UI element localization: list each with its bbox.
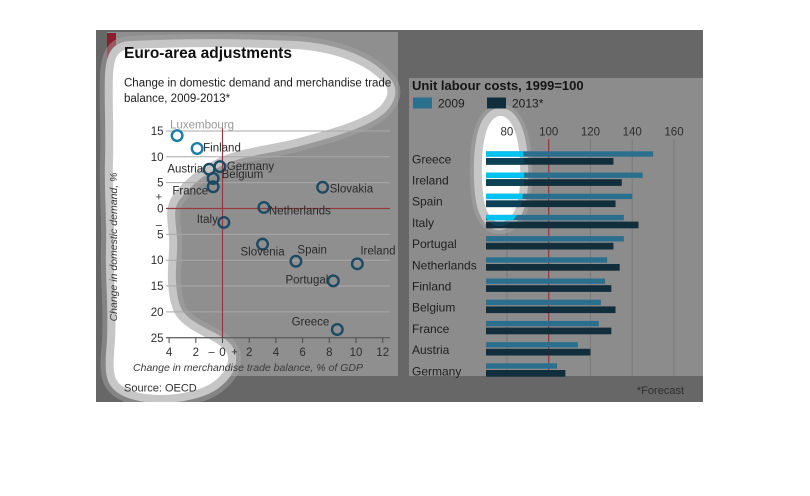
legend-swatch-2009 xyxy=(413,98,432,109)
scatter-y-tick-label--20: 20 xyxy=(150,306,164,319)
scatter-y-axis-label: Change in domestic demand, % xyxy=(108,172,120,322)
source-note: Source: OECD xyxy=(124,382,197,395)
scatter-point-label-slovakia: Slovakia xyxy=(329,183,374,196)
legend-label-2009: 2009 xyxy=(438,96,465,111)
bar-2013-germany xyxy=(486,370,565,377)
scatter-point-label-belgium: Belgium xyxy=(221,169,264,182)
legend-label-2013: 2013* xyxy=(512,96,544,111)
scatter-y-tick-label--5: 5 xyxy=(157,229,164,242)
bar-row-label-belgium: Belgium xyxy=(412,300,456,315)
scatter-point-label-slovenia: Slovenia xyxy=(240,246,285,259)
bar-row-label-france: France xyxy=(412,321,450,336)
bar-row-label-germany: Germany xyxy=(412,364,462,379)
scatter-x-tick-label-8: 8 xyxy=(326,347,333,359)
scatter-x-tick-label-2: 2 xyxy=(245,347,253,359)
bar-2013-austria xyxy=(486,349,590,356)
bar-x-tick-label-120: 120 xyxy=(580,126,601,139)
bar-2009-finland xyxy=(486,279,605,284)
scatter-x-tick-label--2: 2 xyxy=(192,347,200,359)
bar-2009-belgium xyxy=(486,300,601,305)
scatter-y-tick-label-5: 5 xyxy=(157,177,164,190)
scatter-subtitle-line1: Change in domestic demand and merchandise trade xyxy=(124,77,392,90)
bar-row-label-portugal: Portugal xyxy=(412,237,457,252)
forecast-footnote: *Forecast xyxy=(636,385,684,397)
bar-2013-portugal xyxy=(486,243,613,250)
scatter-x-tick-label--4: 4 xyxy=(165,347,173,359)
scatter-y-minus-sign: – xyxy=(155,219,162,232)
scatter-point-label-austria: Austria xyxy=(167,163,204,176)
bar-x-tick-label-80: 80 xyxy=(500,126,514,139)
bar-row-label-greece: Greece xyxy=(412,152,452,167)
scatter-point-label-greece: Greece xyxy=(291,316,330,329)
scatter-point-label-portugal: Portugal xyxy=(285,274,329,287)
euro-area-chart xyxy=(96,30,703,402)
bar-x-tick-label-100: 100 xyxy=(539,126,559,139)
scatter-y-plus-sign: + xyxy=(155,191,162,204)
bar-2009-austria xyxy=(486,342,578,347)
scatter-x-tick-label-12: 12 xyxy=(376,347,390,359)
scatter-y-tick-label--10: 10 xyxy=(150,255,164,268)
bar-x-tick-label-140: 140 xyxy=(622,126,642,139)
bar-2013-france xyxy=(486,328,611,335)
scatter-y-tick-label--15: 15 xyxy=(150,281,164,294)
scatter-y-tick-label-15: 15 xyxy=(150,125,164,138)
scatter-x-axis-label: Change in merchandise trade balance, % of GDP xyxy=(133,362,363,374)
scatter-x-tick-label-4: 4 xyxy=(272,347,280,359)
scatter-x-tick-label-0: 0 xyxy=(219,347,226,359)
scatter-y-tick-label-0: 0 xyxy=(157,203,164,216)
page-title: Euro-area adjustments xyxy=(124,45,292,62)
scatter-x-tick-label-6: 6 xyxy=(299,347,306,359)
scatter-subtitle-line2: balance, 2009-2013* xyxy=(124,93,231,105)
scatter-point-label-netherlands: Netherlands xyxy=(268,205,331,218)
scatter-point-label-france: France xyxy=(172,185,209,198)
scatter-y-tick-label-10: 10 xyxy=(150,151,164,164)
scatter-point-label-finland: Finland xyxy=(203,142,241,155)
bar-2013-finland xyxy=(486,285,611,292)
bar-chart-title: Unit labour costs, 1999=100 xyxy=(412,78,584,93)
scatter-x-plus-sign: + xyxy=(231,346,238,359)
bar-row-label-austria: Austria xyxy=(412,343,450,358)
scatter-point-label-luxembourg: Luxembourg xyxy=(170,119,235,132)
scatter-x-tick-label-10: 10 xyxy=(349,347,363,359)
bar-2009-netherlands xyxy=(486,257,607,262)
bar-2009-france xyxy=(486,321,599,326)
legend-swatch-2013 xyxy=(487,98,506,109)
scatter-point-label-italy: Italy xyxy=(196,213,218,226)
bar-2013-belgium xyxy=(486,306,616,313)
scatter-y-tick-label--25: 25 xyxy=(150,332,164,345)
bar-row-label-netherlands: Netherlands xyxy=(412,258,477,273)
scatter-point-label-spain: Spain xyxy=(297,244,327,257)
bar-2009-portugal xyxy=(486,236,624,241)
scatter-point-label-germany: Germany xyxy=(226,161,275,174)
bar-2009-germany xyxy=(486,363,557,368)
scatter-point-label-ireland: Ireland xyxy=(360,245,396,258)
bar-row-label-finland: Finland xyxy=(412,279,452,294)
bar-row-label-spain: Spain xyxy=(412,194,443,209)
bar-2013-netherlands xyxy=(486,264,620,271)
bar-x-tick-label-160: 160 xyxy=(664,126,684,139)
scatter-x-minus-sign: – xyxy=(208,346,215,359)
bar-row-label-ireland: Ireland xyxy=(412,173,449,188)
bar-row-label-italy: Italy xyxy=(412,215,435,230)
